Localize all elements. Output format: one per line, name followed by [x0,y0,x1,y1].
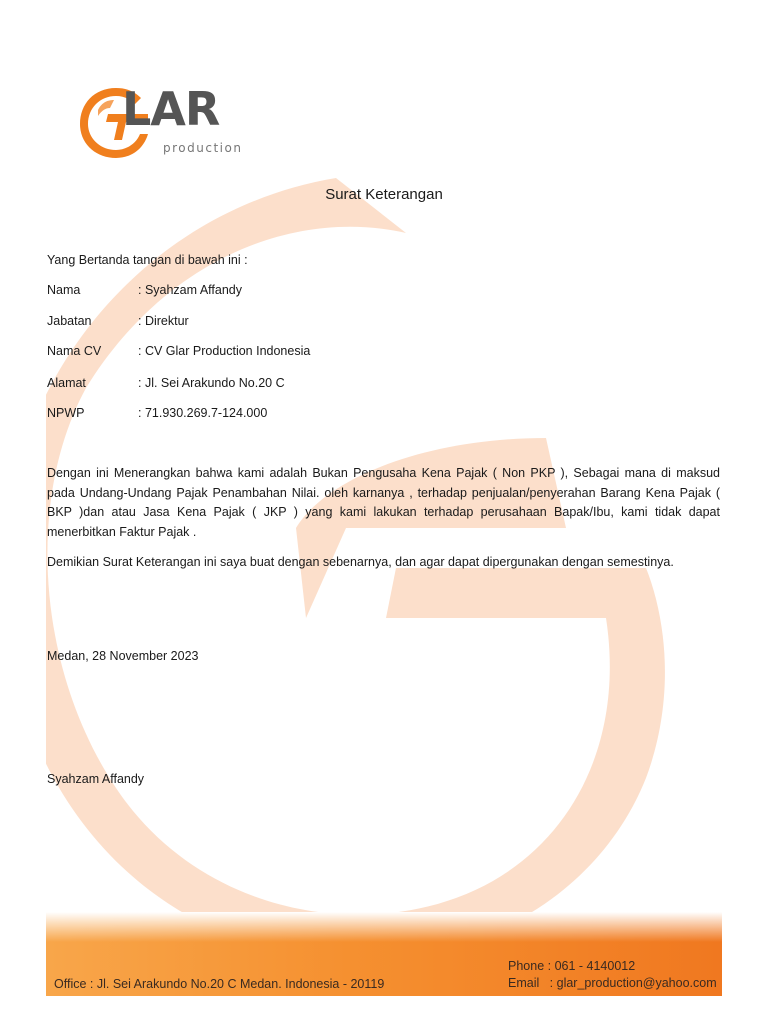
body-paragraph-1: Dengan ini Menerangkan bahwa kami adalah Bukan Pengusaha Kena Pajak ( Non PKP ), Sebagai mana di maksud pada Undang-Undang Pajak Penambahan Nilai. oleh karnanya , terhadap penjualan/penyerahan Barang Kena Pajak ( BKP )dan atau Jasa Kena Pajak ( JKP ) yang kami lakukan terhadap perusahaan Bapak/Ibu, kami tidak dapat menerbitkan Faktur Pajak . [47,466,720,539]
field-label-jabatan: Jabatan [47,314,92,328]
signatory-name: Syahzam Affandy [47,772,145,786]
field-label-nama: Nama [47,283,81,297]
intro-line: Yang Bertanda tangan di bawah ini : [47,253,248,267]
field-value-nama-cv: : CV Glar Production Indonesia [138,344,311,358]
footer-office-address: Office : Jl. Sei Arakundo No.20 C Medan. Indonesia - 20119 [54,977,385,991]
footer-phone: Phone : 061 - 4140012 [508,959,636,973]
body-paragraph-2: Demikian Surat Keterangan ini saya buat dengan sebenarnya, dan agar dapat dipergunakan dengan semestinya. [47,555,674,569]
field-value-jabatan: : Direktur [138,314,189,328]
place-date: Medan, 28 November 2023 [47,649,199,663]
footer-email: Email : glar_production@yahoo.com [508,976,717,990]
field-value-npwp: : 71.930.269.7-124.000 [138,406,268,420]
field-label-npwp: NPWP [47,406,85,420]
field-value-alamat: : Jl. Sei Arakundo No.20 C [138,376,285,390]
logo-wordmark: LAR [122,82,220,136]
field-value-nama: : Syahzam Affandy [138,283,242,297]
logo-subtitle: production [163,141,243,155]
field-label-alamat: Alamat [47,376,86,390]
footer-fade [46,912,722,942]
field-label-nama-cv: Nama CV [47,344,102,358]
document-title: Surat Keterangan [325,186,443,203]
